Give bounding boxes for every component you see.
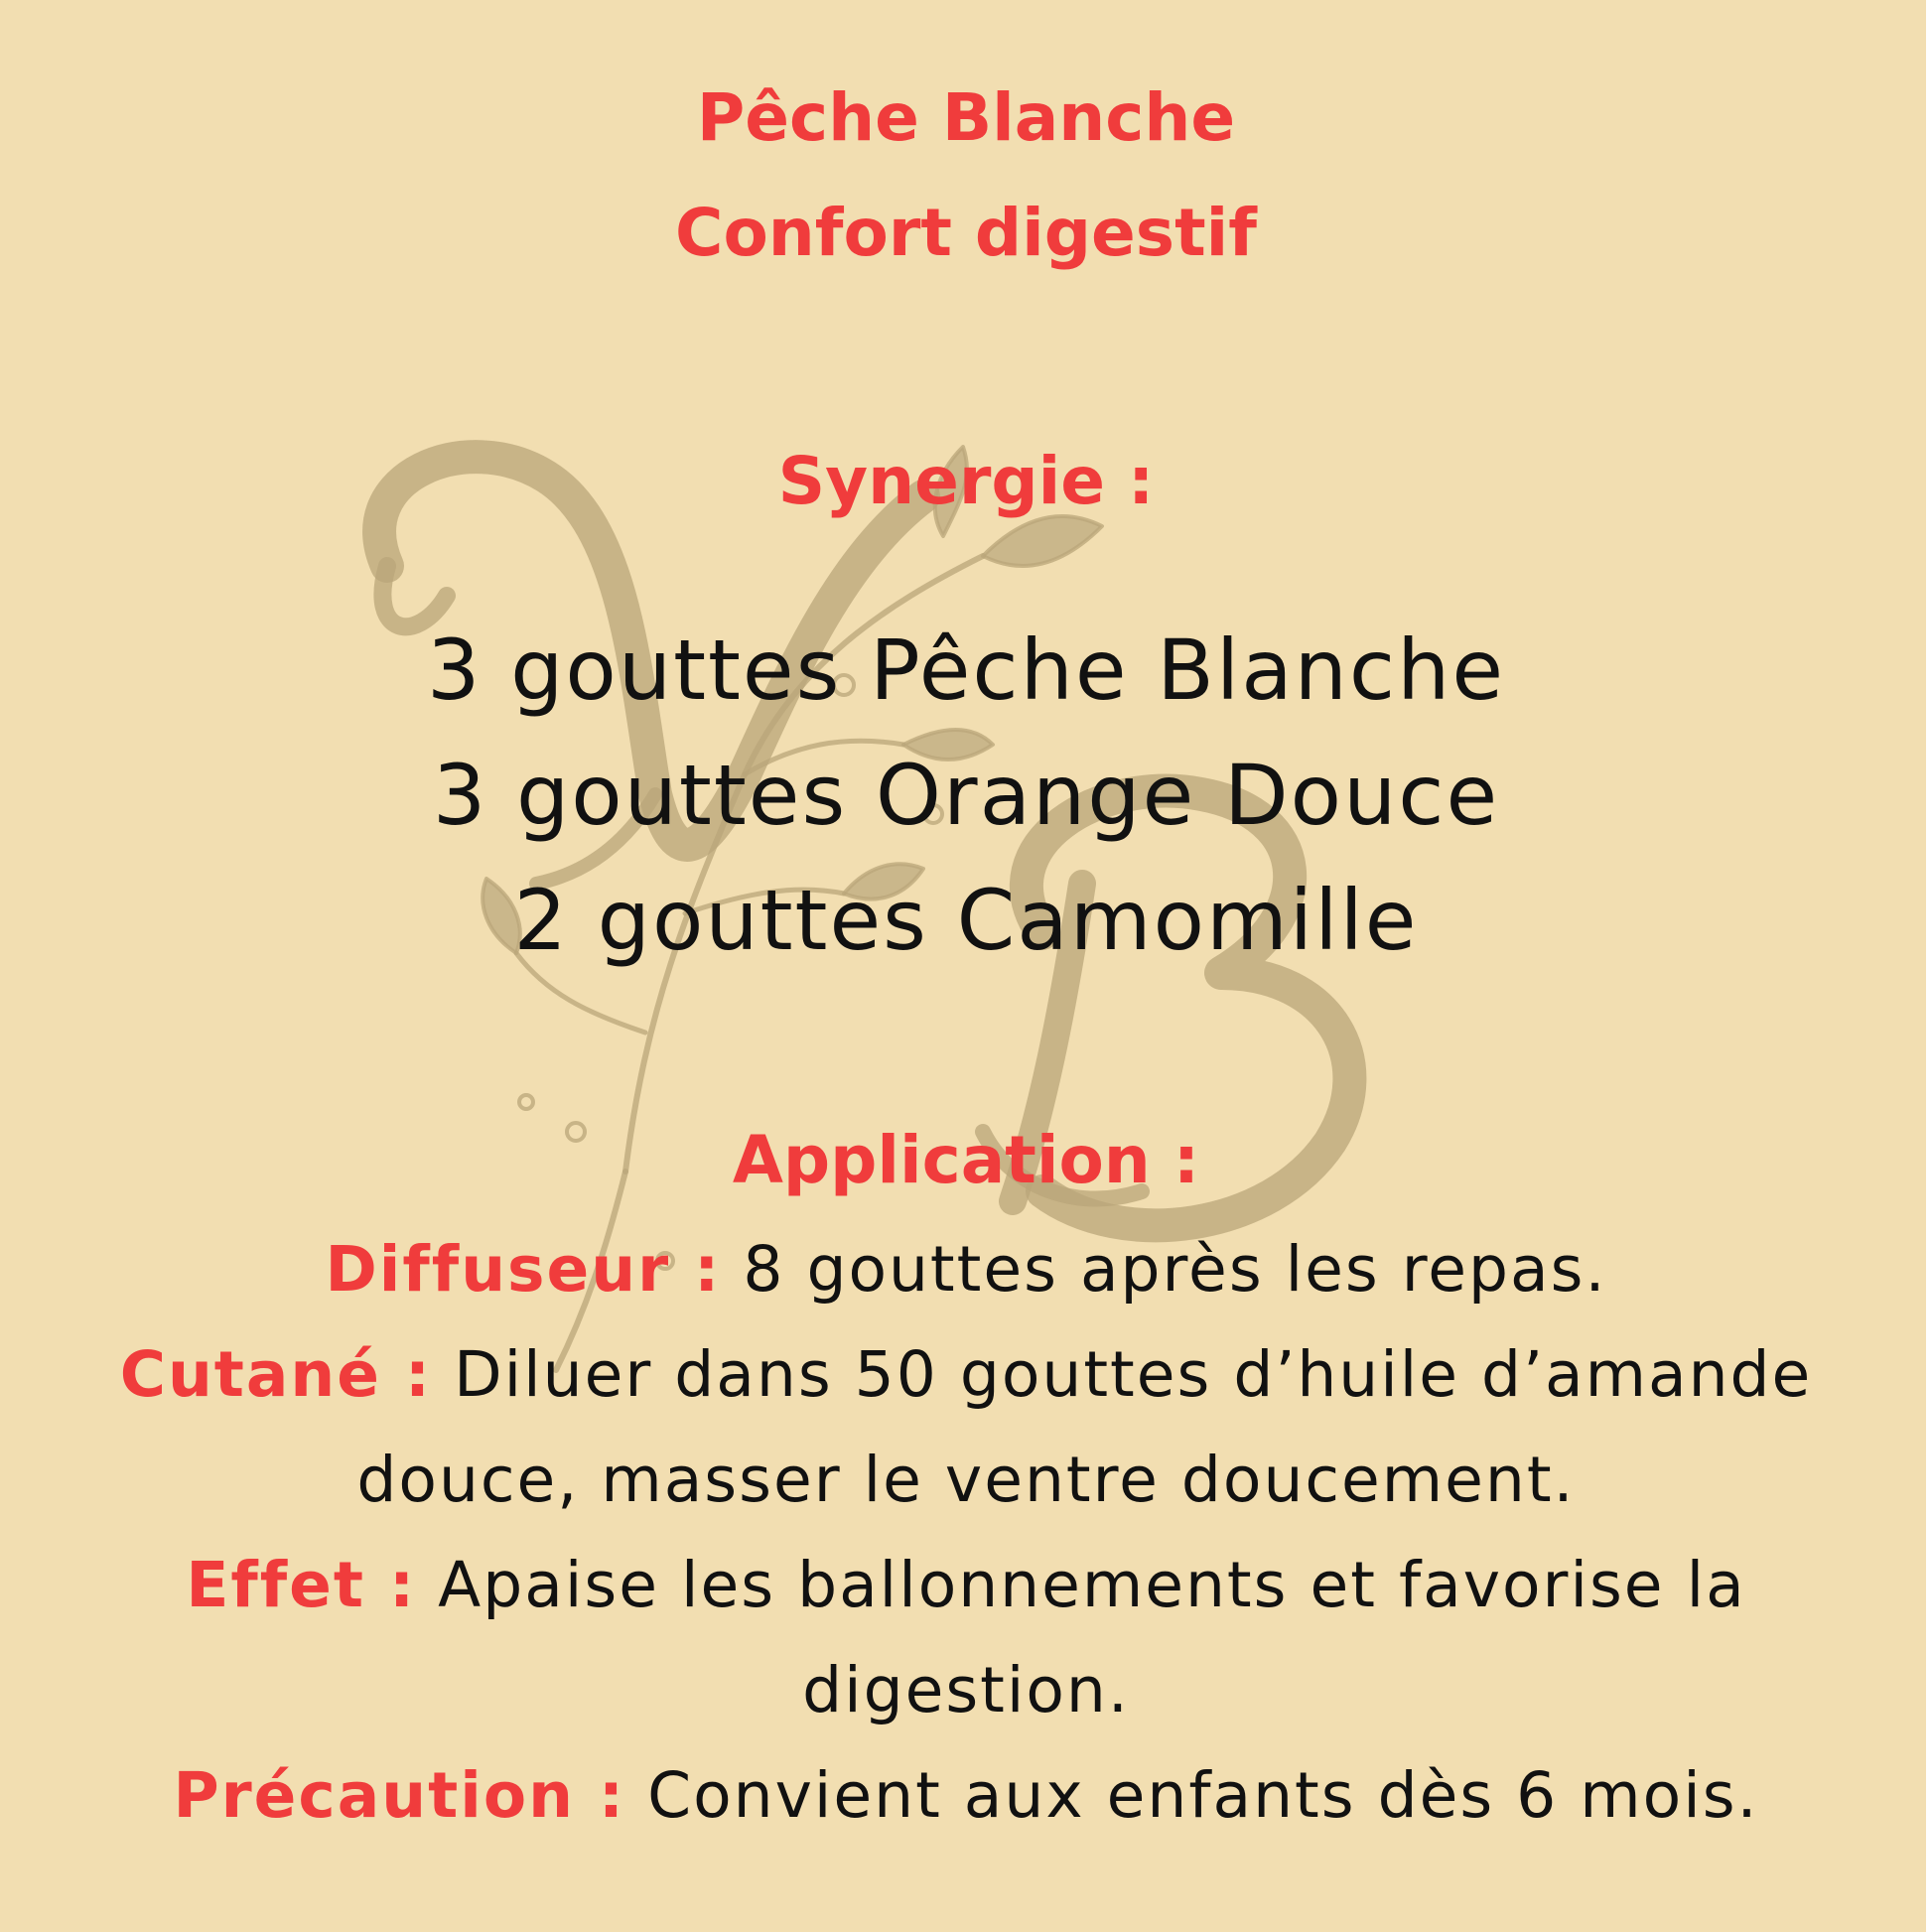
cutane-label: Cutané : [119,1338,433,1411]
precaution-text: Convient aux enfants dès 6 mois. [647,1759,1759,1832]
effet-line-1 [0,1549,1932,1621]
cutane-line-2: douce, masser le ventre doucement. [356,1444,1576,1516]
diffuseur-label: Diffuseur : [325,1233,722,1306]
effet-line-2: digestion. [802,1654,1130,1726]
application-heading: Application : [732,1122,1200,1198]
cutane-line-1 [0,1338,1932,1411]
title-line-1: Pêche Blanche [696,79,1236,156]
cutane-text-1: Diluer dans 50 gouttes d’huile d’amande [454,1338,1813,1411]
effet-label: Effet : [186,1549,417,1621]
precaution-label: Précaution : [173,1759,626,1832]
precaution-line [0,1759,1932,1832]
right-edge-strip [1926,0,1932,1932]
synergie-item-2: 3 gouttes Orange Douce [432,747,1500,844]
diffuseur-text: 8 gouttes après les repas. [743,1233,1607,1306]
effet-text-1: Apaise les ballonnements et favorise la [438,1549,1746,1621]
title-line-2: Confort digestif [675,195,1257,271]
synergie-item-1: 3 gouttes Pêche Blanche [426,621,1506,719]
diffuseur-line [0,1233,1932,1306]
synergie-heading: Synergie : [777,443,1155,519]
synergie-item-3: 2 gouttes Camomille [513,872,1419,969]
